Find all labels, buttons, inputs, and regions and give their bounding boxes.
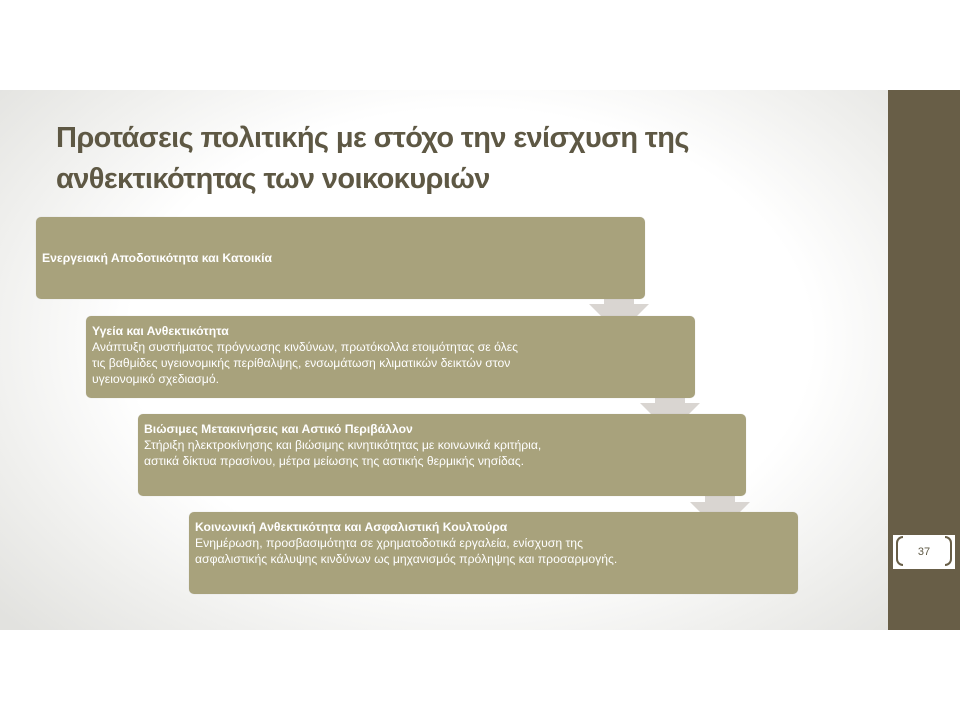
page-number-badge — [893, 535, 955, 569]
right-bracket-icon — [945, 536, 952, 566]
step-body-line: Ενημέρωση, προσβασιμότητα σε χρηματοδοτικά εργαλεία, ενίσχυση της — [195, 536, 583, 550]
step-heading: Βιώσιμες Μετακινήσεις και Αστικό Περιβάλλον — [144, 422, 413, 436]
step-body-line: υγειονομικό σχεδιασμό. — [92, 372, 219, 386]
step-heading: Υγεία και Ανθεκτικότητα — [92, 324, 229, 338]
step-body-line: ασφαλιστικής κάλυψης κινδύνων ως μηχανισμός πρόληψης και προσαρμογής. — [195, 552, 618, 566]
slide-title — [56, 118, 816, 200]
page-number: 37 — [917, 546, 931, 558]
step-body-line: Ανάπτυξη συστήματος πρόγνωσης κινδύνων, πρωτόκολλα ετοιμότητας σε όλες — [92, 340, 519, 354]
step-body-line: αστικά δίκτυα πρασίνου, μέτρα μείωσης της αστικής θερμικής νησίδας. — [144, 454, 525, 468]
title-line-2: ανθεκτικότητας των νοικοκυριών — [56, 163, 490, 195]
step-box-mobility-urban — [138, 414, 746, 496]
step-box-social-insurance — [189, 512, 798, 594]
step-box-health-resilience — [86, 316, 695, 398]
step-heading: Κοινωνική Ανθεκτικότητα και Ασφαλιστική Κουλτούρα — [195, 520, 508, 534]
title-line-1: Προτάσεις πολιτικής με στόχο την ενίσχυση της — [56, 122, 689, 154]
step-heading: Ενεργειακή Αποδοτικότητα και Κατοικία — [42, 251, 273, 265]
slide — [0, 90, 960, 630]
step-body-line: τις βαθμίδες υγειονομικής περίθαλψης, ενσωμάτωση κλιματικών δεικτών στον — [92, 356, 511, 370]
left-bracket-icon — [896, 536, 903, 566]
step-body-line: Στήριξη ηλεκτροκίνησης και βιώσιμης κινητικότητας με κοινωνικά κριτήρια, — [144, 438, 542, 452]
step-box-energy-housing — [36, 217, 645, 299]
